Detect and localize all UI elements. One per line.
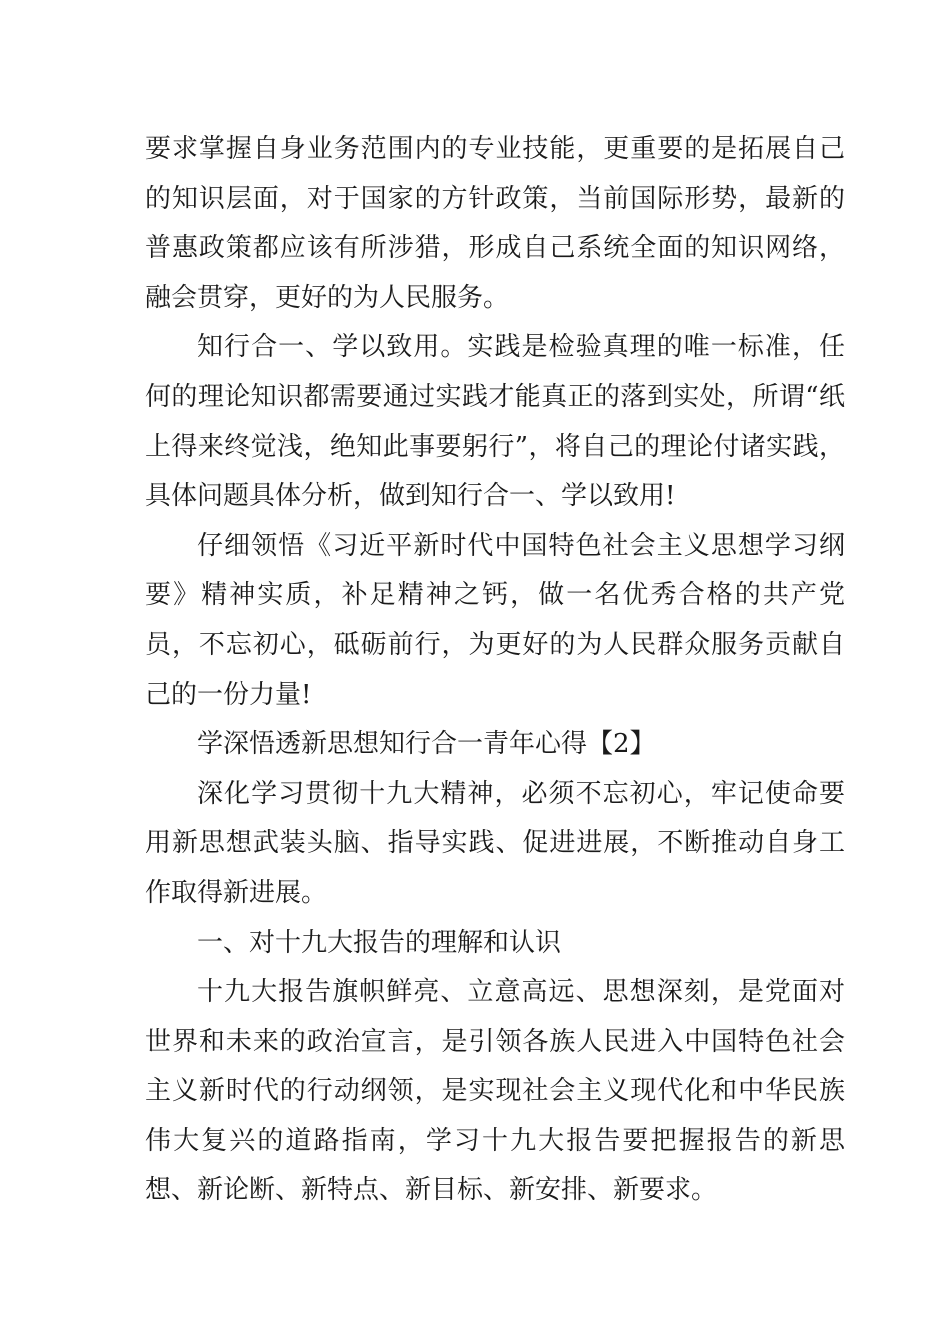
paragraph-unity-of-knowledge-and-action: 知行合一、学以致用。实践是检验真理的唯一标准，任何的理论知识都需要通过实践才能真正的落到实处，所谓“纸上得来终觉浅，绝知此事要躬行”，将自己的理论付诸实践，具体问题具体分析，做到知行合一、学以致用! [145,332,845,512]
section-heading-understanding-report: 一、对十九大报告的理解和认识 [197,927,562,958]
section-heading-youth-insights-2: 学深悟透新思想知行合一青年心得【2】 [197,729,656,760]
paragraph-study-outline: 仔细领悟《习近平新时代中国特色社会主义思想学习纲要》精神实质，补足精神之钙，做一名优秀合格的共产党员，不忘初心，砥砺前行，为更好的为人民群众服务贡献自己的一份力量! [145,530,845,710]
document-body [145,125,845,1216]
paragraph-deepen-study: 深化学习贯彻十九大精神，必须不忘初心，牢记使命要用新思想武装头脑、指导实践、促进进展，不断推动自身工作取得新进展。 [145,778,845,908]
paragraph-report-significance: 十九大报告旗帜鲜亮、立意高远、思想深刻，是党面对世界和未来的政治宣言，是引领各族人民进入中国特色社会主义新时代的行动纲领，是实现社会主义现代化和中华民族伟大复兴的道路指南，学习十九大报告要把握报告的新思想、新论断、新特点、新目标、新安排、新要求。 [145,977,845,1206]
paragraph-knowledge-scope: 要求掌握自身业务范围内的专业技能，更重要的是拓展自己的知识层面，对于国家的方针政策，当前国际形势，最新的普惠政策都应该有所涉猎，形成自己系统全面的知识网络，融会贯穿，更好的为人民服务。 [145,134,845,313]
